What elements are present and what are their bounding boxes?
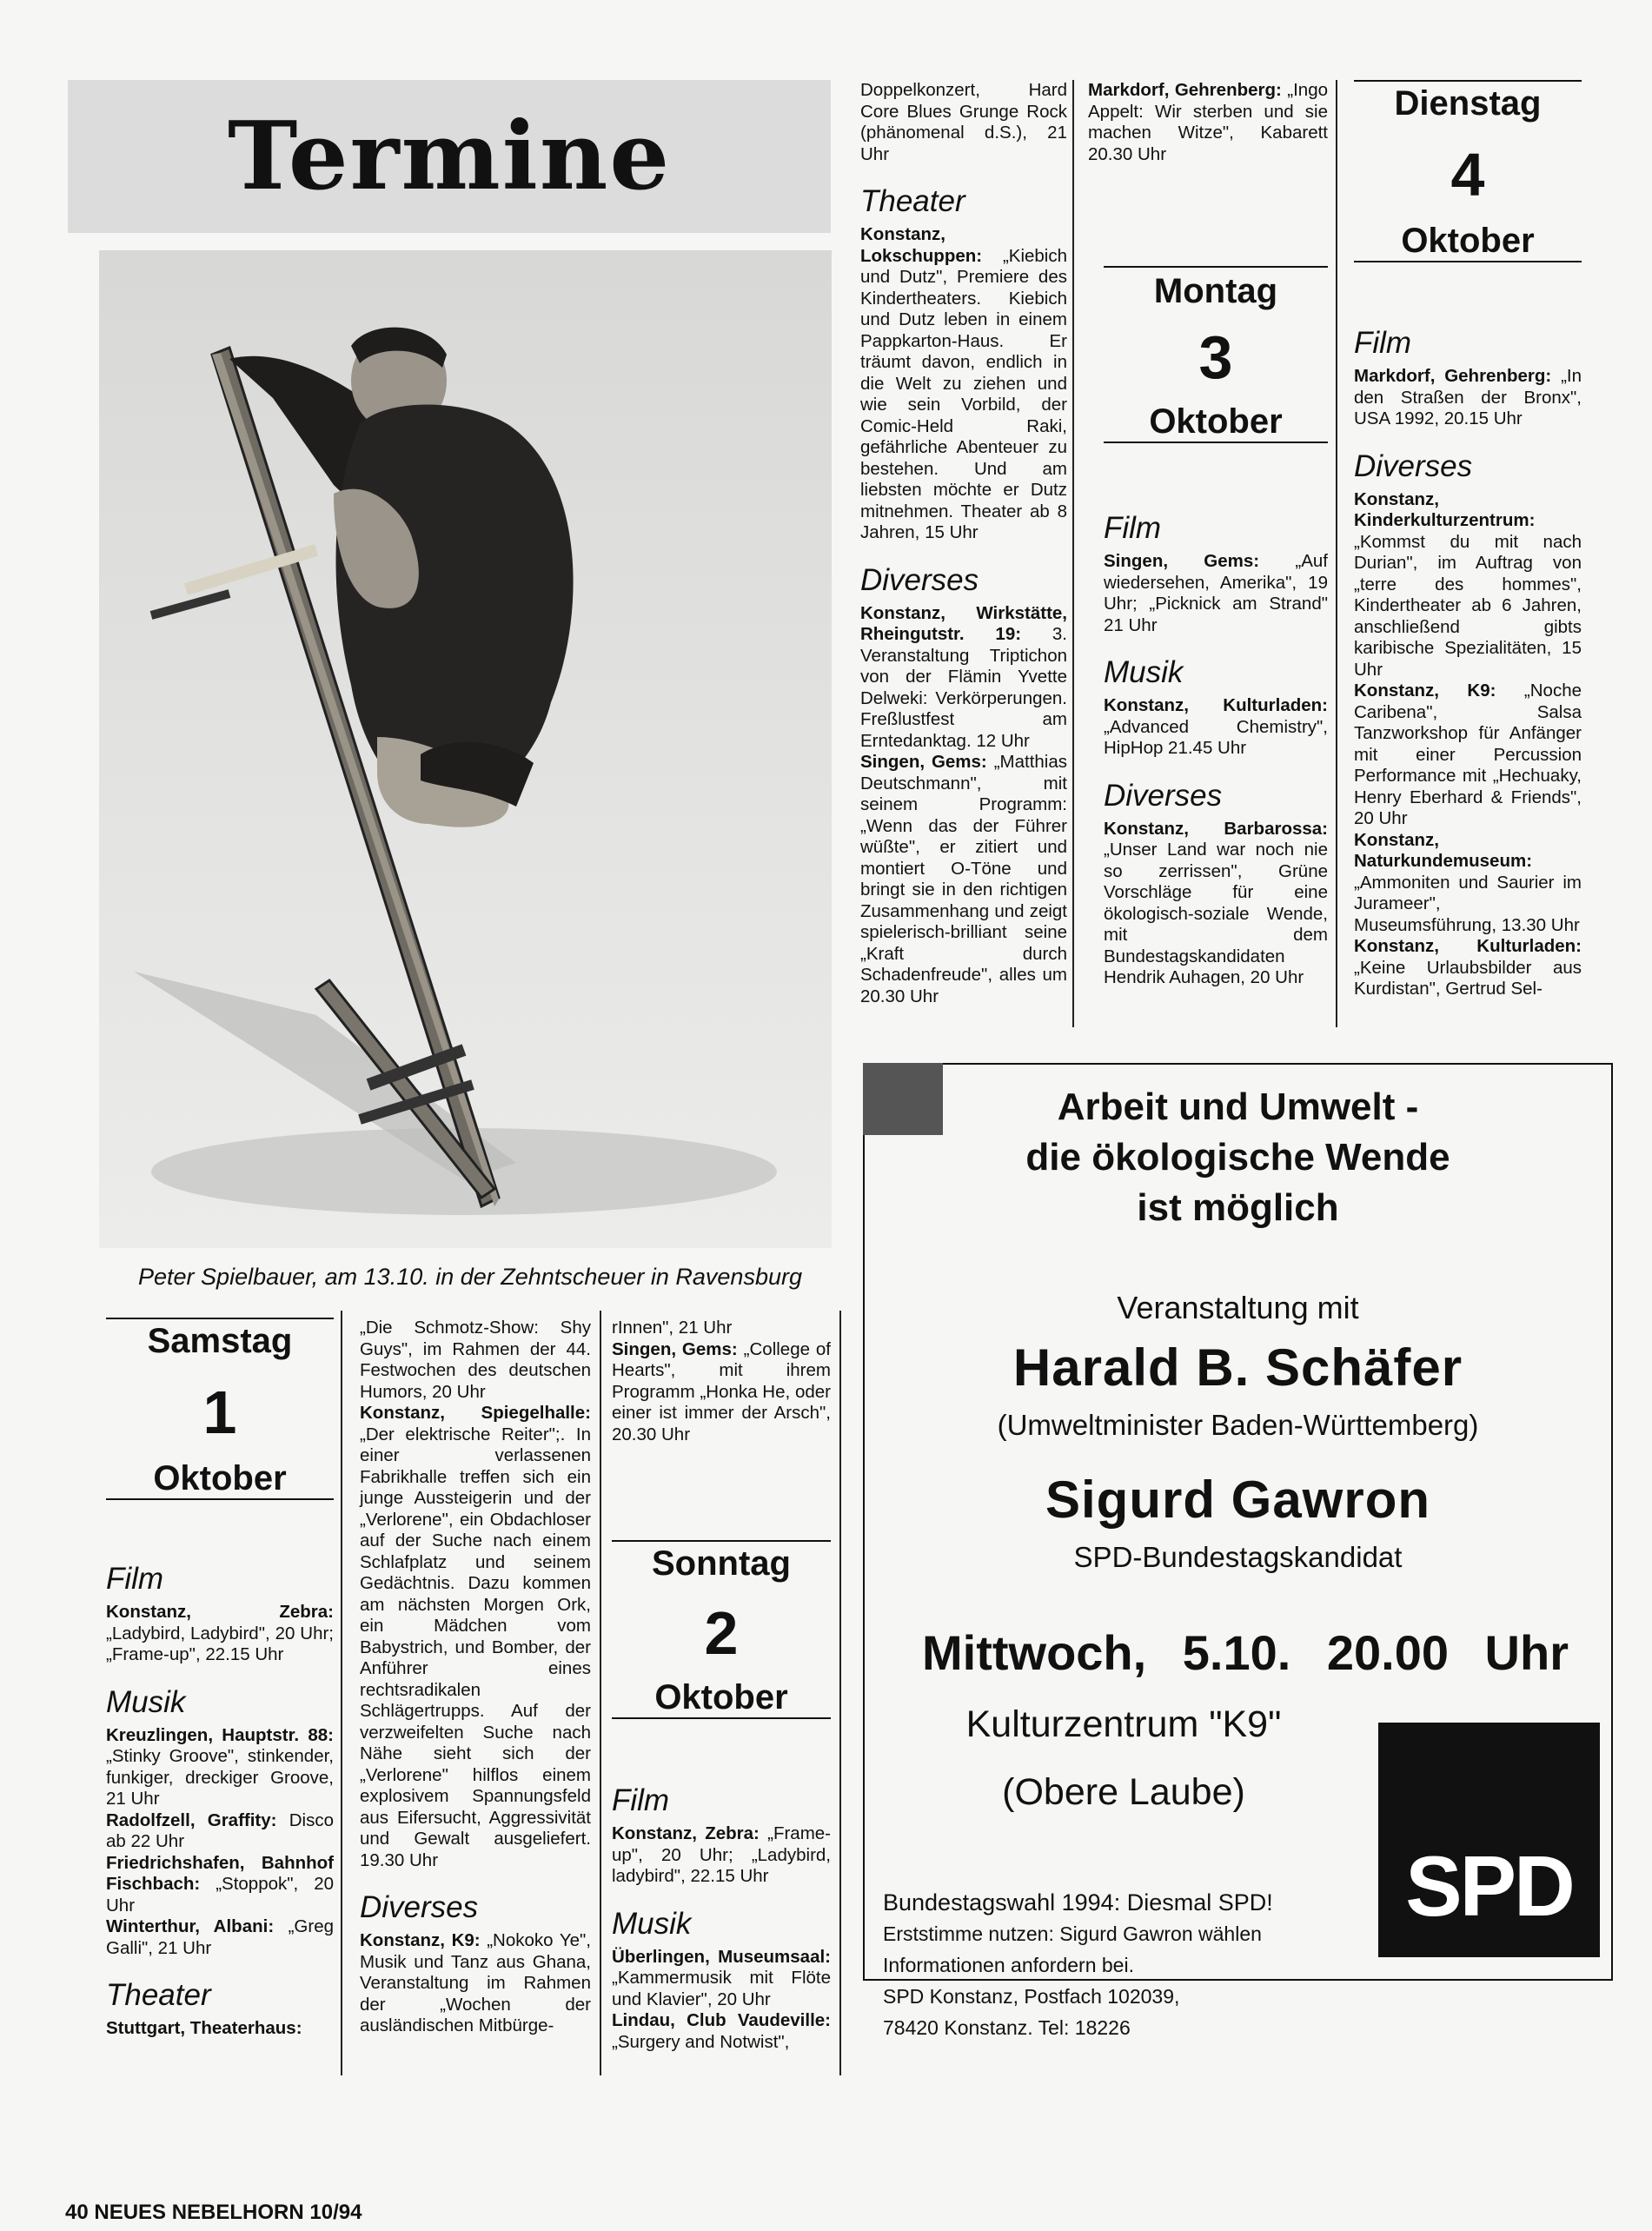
montag-listings <box>1104 511 1328 989</box>
column-sonntag <box>612 1318 831 1445</box>
event-text: „College of Hearts", mit ihrem Programm „Honka He, oder einer ist immer der Arsch", 20.30 Uhr <box>612 1338 832 1444</box>
event-entry <box>1354 681 1582 830</box>
day-month: Oktober <box>654 1678 788 1716</box>
event-text: 3. Veranstaltung Triptichon von der Flämin Yvette Delweki: Verkörperungen. Freßlustfest am Erntedanktag. 12 Uhr <box>860 624 1067 751</box>
sonntag-listings <box>612 1783 831 2053</box>
page-title: Termine <box>227 102 672 211</box>
category-heading: Film <box>106 1562 164 1596</box>
day-number: 3 <box>1198 323 1233 391</box>
event-entry <box>612 1339 831 1446</box>
day-number: 2 <box>704 1599 739 1667</box>
day-header-dienstag <box>1354 80 1582 262</box>
day-number: 1 <box>202 1378 237 1446</box>
event-text: rInnen", 21 Uhr <box>612 1318 733 1338</box>
ad-speaker-role: (Umweltminister Baden-Württemberg) <box>997 1409 1479 1441</box>
ad-headline-line: ist möglich <box>1137 1186 1339 1229</box>
event-text: „Keine Urlaubsbilder aus Kurdistan", Gertrud Sel- <box>1354 957 1582 999</box>
category-heading: Theater <box>106 1978 211 2012</box>
day-name: Samstag <box>147 1322 293 1360</box>
event-entry <box>1354 936 1582 1000</box>
day-number: 4 <box>1450 141 1485 209</box>
category-heading: Diverses <box>1104 778 1223 813</box>
column-samstag-continued <box>360 1318 591 2037</box>
photo-illustration <box>99 250 832 1248</box>
ad-footer <box>883 1887 1370 2043</box>
page-footer: 40 NEUES NEBELHORN 10/94 <box>65 2201 362 2224</box>
venue-label: Konstanz, Wirkstätte, Rheingutstr. 19: <box>860 602 1067 644</box>
divider <box>612 1717 831 1719</box>
event-text: Doppelkonzert, Hard Core Blues Grunge Rock (phänomenal d.S.), 21 Uhr <box>860 80 1067 164</box>
event-text: „Nokoko Ye", Musik und Tanz aus Ghana, Veranstaltung im Rahmen der „Wochen der ausländischen Mitbürge- <box>360 1930 591 2035</box>
performer-photo <box>99 250 832 1248</box>
category-heading: Diverses <box>360 1890 479 1924</box>
venue-label: Konstanz, Spiegelhalle: <box>360 1403 591 1423</box>
column-rule <box>600 1311 601 2075</box>
event-text: „Noche Caribena", Salsa Tanzworkshop für Anfänger mit einer Percussion Performance mit „Hechuaky, Henry Eberhard & Friends", 20 Uhr <box>1354 681 1582 828</box>
event-text: „Surgery and Notwist", <box>612 2031 790 2052</box>
divider <box>612 1540 831 1542</box>
event-text: „Frame-up", 20 Uhr; „Ladybird, ladybird", 22.15 Uhr <box>612 1823 832 1886</box>
ad-speaker-name: Sigurd Gawron <box>1045 1471 1431 1529</box>
event-entry <box>106 1725 334 1810</box>
ad-footer-line: Erststimme nutzen: Sigurd Gawron wählen <box>883 1922 1262 1945</box>
ad-event-label: Veranstaltung mit <box>1117 1290 1359 1325</box>
venue-label: Singen, Gems: <box>860 752 987 772</box>
event-entry <box>360 1403 591 1871</box>
event-entry <box>1354 366 1582 430</box>
event-text: „Kammermusik mit Flöte und Klavier", 20 Uhr <box>612 1968 831 2009</box>
event-text: „Stoppok", 20 Uhr <box>106 1874 334 1916</box>
event-entry <box>1088 80 1328 165</box>
event-entry <box>1104 819 1328 989</box>
category-heading: Film <box>612 1783 670 1817</box>
ad-venue-detail: (Obere Laube) <box>1002 1771 1245 1813</box>
ad-headline-line: die ökologische Wende <box>1025 1136 1450 1179</box>
event-text: Disco ab 22 Uhr <box>106 1809 334 1851</box>
ad-headline-line: Arbeit und Umwelt - <box>1057 1086 1419 1128</box>
ad-speaker-name: Harald B. Schäfer <box>1012 1338 1463 1397</box>
day-header-samstag <box>106 1318 334 1500</box>
day-header-sonntag <box>612 1540 831 1719</box>
day-month: Oktober <box>1149 402 1283 441</box>
venue-label: Konstanz, Zebra: <box>612 1823 760 1843</box>
event-text: „Der elektrische Reiter";. In einer verlassenen Fabrikhalle treffen sich ein junge Aussteigerin und der „Verlorene", ein Obdachloser auf der Suche nach einem Schlafplatz und seinem Gedächtnis. Dazu kommen am nächsten Morgen Ork, ein Mädchen vom Babystrich, und Bomber, der Anführer eines rechtsradikalen Schlägertrupps. Auf der verzweifelten Suche nach Nähe sieht sich der „Verlorene" hilflos einem explosivem Spannungsfeld aus Eifersucht, Aggressivität und Gewalt ausgeliefert. 19.30 Uhr <box>360 1424 591 1870</box>
event-entry <box>860 752 1067 1007</box>
venue-label: Konstanz, Kinderkulturzentrum: <box>1354 488 1536 530</box>
ad-venue: Kulturzentrum "K9" <box>965 1703 1282 1745</box>
event-entry <box>612 1947 831 2011</box>
venue-label: Konstanz, K9: <box>1354 681 1496 701</box>
category-heading: Diverses <box>860 562 979 597</box>
divider <box>106 1318 334 1319</box>
day-header-montag <box>1104 266 1328 443</box>
event-entry <box>1354 489 1582 681</box>
venue-label: Konstanz, Naturkundemuseum: <box>1354 829 1533 871</box>
venue-label: Radolfzell, Graffity: <box>106 1809 277 1830</box>
event-text: „Kommst du mit nach Durian", im Auftrag von „terre des hommes", Kindertheater ab 6 Jahren, anschließend gibts karibische Spezialitäten, 15 Uhr <box>1354 531 1582 680</box>
event-text: „Matthias Deutschmann", mit seinem Programm: „Wenn das der Führer wüßte", er zitiert und montiert O-Töne und bringt sie in den richtigen Zusammenhang und zeigt spielerisch-brilliant seine „Kraft durch Schadenfreude", alles um 20.30 Uhr <box>860 752 1068 1006</box>
day-month: Oktober <box>153 1459 287 1497</box>
event-text: „Ladybird, Ladybird", 20 Uhr; „Frame-up", 22.15 Uhr <box>106 1623 334 1664</box>
day-name: Dienstag <box>1394 84 1542 123</box>
venue-label: Konstanz, Barbarossa: <box>1104 818 1328 839</box>
ad-footer-line: 78420 Konstanz. Tel: 18226 <box>883 2016 1131 2039</box>
event-entry <box>1354 830 1582 937</box>
column-rule <box>341 1311 342 2075</box>
event-entry <box>106 2018 334 2040</box>
venue-label: Singen, Gems: <box>612 1338 738 1359</box>
category-heading: Film <box>1104 511 1162 545</box>
venue-label: Überlingen, Museumsaal: <box>612 1946 831 1967</box>
spd-logo-text: SPD <box>1405 1838 1573 1934</box>
venue-label: Konstanz, Kulturladen: <box>1104 695 1328 715</box>
category-heading: Theater <box>860 184 965 218</box>
event-text: „In den Straßen der Bronx", USA 1992, 20.15 Uhr <box>1354 366 1582 428</box>
ad-footer-line: Informationen anfordern bei. <box>883 1954 1134 1976</box>
event-entry <box>106 1916 334 1959</box>
event-text: „Unser Land war noch nie so zerrissen", Grüne Vorschläge für eine ökologisch-soziale Wende, mit dem Bundestagskandidaten Hendrik Auhagen, 20 Uhr <box>1104 840 1328 987</box>
ad-footer-line: SPD Konstanz, Postfach 102039, <box>883 1985 1180 2008</box>
event-entry <box>1104 551 1328 636</box>
venue-label: Konstanz, Lokschuppen: <box>860 224 983 266</box>
venue-label: Konstanz, Zebra: <box>106 1602 334 1622</box>
venue-label: Winterthur, Albani: <box>106 1916 275 1936</box>
venue-label: Kreuzlingen, Hauptstr. 88: <box>106 1724 334 1745</box>
event-text: „Advanced Chemistry", HipHop 21.45 Uhr <box>1104 716 1328 758</box>
event-text: „Die Schmotz-Show: Shy Guys", im Rahmen der 44. Festwochen des deutschen Humors, 20 Uhr <box>360 1318 591 1402</box>
event-entry <box>360 1930 591 2037</box>
category-heading: Musik <box>1104 655 1184 689</box>
ad-date-time: Mittwoch, 5.10. 20.00 Uhr <box>922 1625 1569 1680</box>
category-heading: Musik <box>106 1684 186 1719</box>
ad-footer-line: Bundestagswahl 1994: Diesmal SPD! <box>883 1889 1273 1916</box>
samstag-listings <box>106 1562 334 2040</box>
event-text: „Auf wiedersehen, Amerika", 19 Uhr; „Picknick am Strand" 21 Uhr <box>1104 551 1328 635</box>
venue-label: Stuttgart, Theaterhaus: <box>106 2018 302 2038</box>
venue-label: Singen, Gems: <box>1104 551 1260 571</box>
event-entry <box>1104 695 1328 760</box>
column-rule <box>1072 80 1074 1027</box>
column-montag <box>1088 80 1328 165</box>
event-entry <box>106 1602 334 1666</box>
venue-label: Markdorf, Gehrenberg: <box>1088 80 1282 100</box>
venue-label: Friedrichshafen, Bahnhof Fischbach: <box>106 1852 334 1894</box>
event-entry <box>860 603 1067 753</box>
venue-label: Konstanz, Kulturladen: <box>1354 936 1582 956</box>
divider <box>106 1498 334 1500</box>
column-rule <box>839 1311 841 2075</box>
venue-label: Markdorf, Gehrenberg: <box>1354 366 1552 386</box>
event-entry <box>106 1810 334 1853</box>
divider <box>1354 80 1582 82</box>
column-continued <box>860 80 1067 1007</box>
day-name: Montag <box>1153 272 1278 310</box>
event-entry <box>612 2010 831 2053</box>
event-text: „Kiebich und Dutz", Premiere des Kindertheaters. Kiebich und Dutz leben in einem Pappkarton-Haus. Er träumt davon, endlich in die Welt zu ziehen und wie sein Vorbild, der Comic-Held Raki, gefährliche Abenteuer zu bestehen. Und am liebsten möchte er Dutz mitnehmen. Theater ab 8 Jahren, 15 Uhr <box>860 245 1067 542</box>
category-heading: Diverses <box>1354 448 1473 483</box>
day-name: Sonntag <box>652 1544 791 1583</box>
event-text: „Stinky Groove", stinkender, funkiger, dreckiger Groove, 21 Uhr <box>106 1746 334 1809</box>
event-entry <box>106 1853 334 1917</box>
event-text: „Ingo Appelt: Wir sterben und sie machen Witze", Kabarett 20.30 Uhr <box>1088 80 1328 164</box>
dienstag-listings <box>1354 326 1582 1000</box>
photo-caption: Peter Spielbauer, am 13.10. in der Zehntscheuer in Ravensburg <box>138 1264 802 1290</box>
divider <box>1104 442 1328 443</box>
divider <box>1354 261 1582 262</box>
divider <box>1104 266 1328 268</box>
event-entry <box>612 1823 831 1888</box>
category-heading: Film <box>1354 326 1412 360</box>
event-text: „Greg Galli", 21 Uhr <box>106 1916 334 1958</box>
column-rule <box>1336 80 1337 1027</box>
category-heading: Musik <box>612 1906 692 1941</box>
venue-label: Lindau, Club Vaudeville: <box>612 2010 831 2030</box>
event-text: „Ammoniten und Saurier im Jurameer", Museumsführung, 13.30 Uhr <box>1354 872 1582 935</box>
event-entry <box>860 224 1067 544</box>
ad-headline <box>863 1082 1613 1233</box>
ad-speaker-role: SPD-Bundestagskandidat <box>1073 1541 1403 1573</box>
venue-label: Konstanz, K9: <box>360 1930 481 1950</box>
day-month: Oktober <box>1401 222 1535 260</box>
